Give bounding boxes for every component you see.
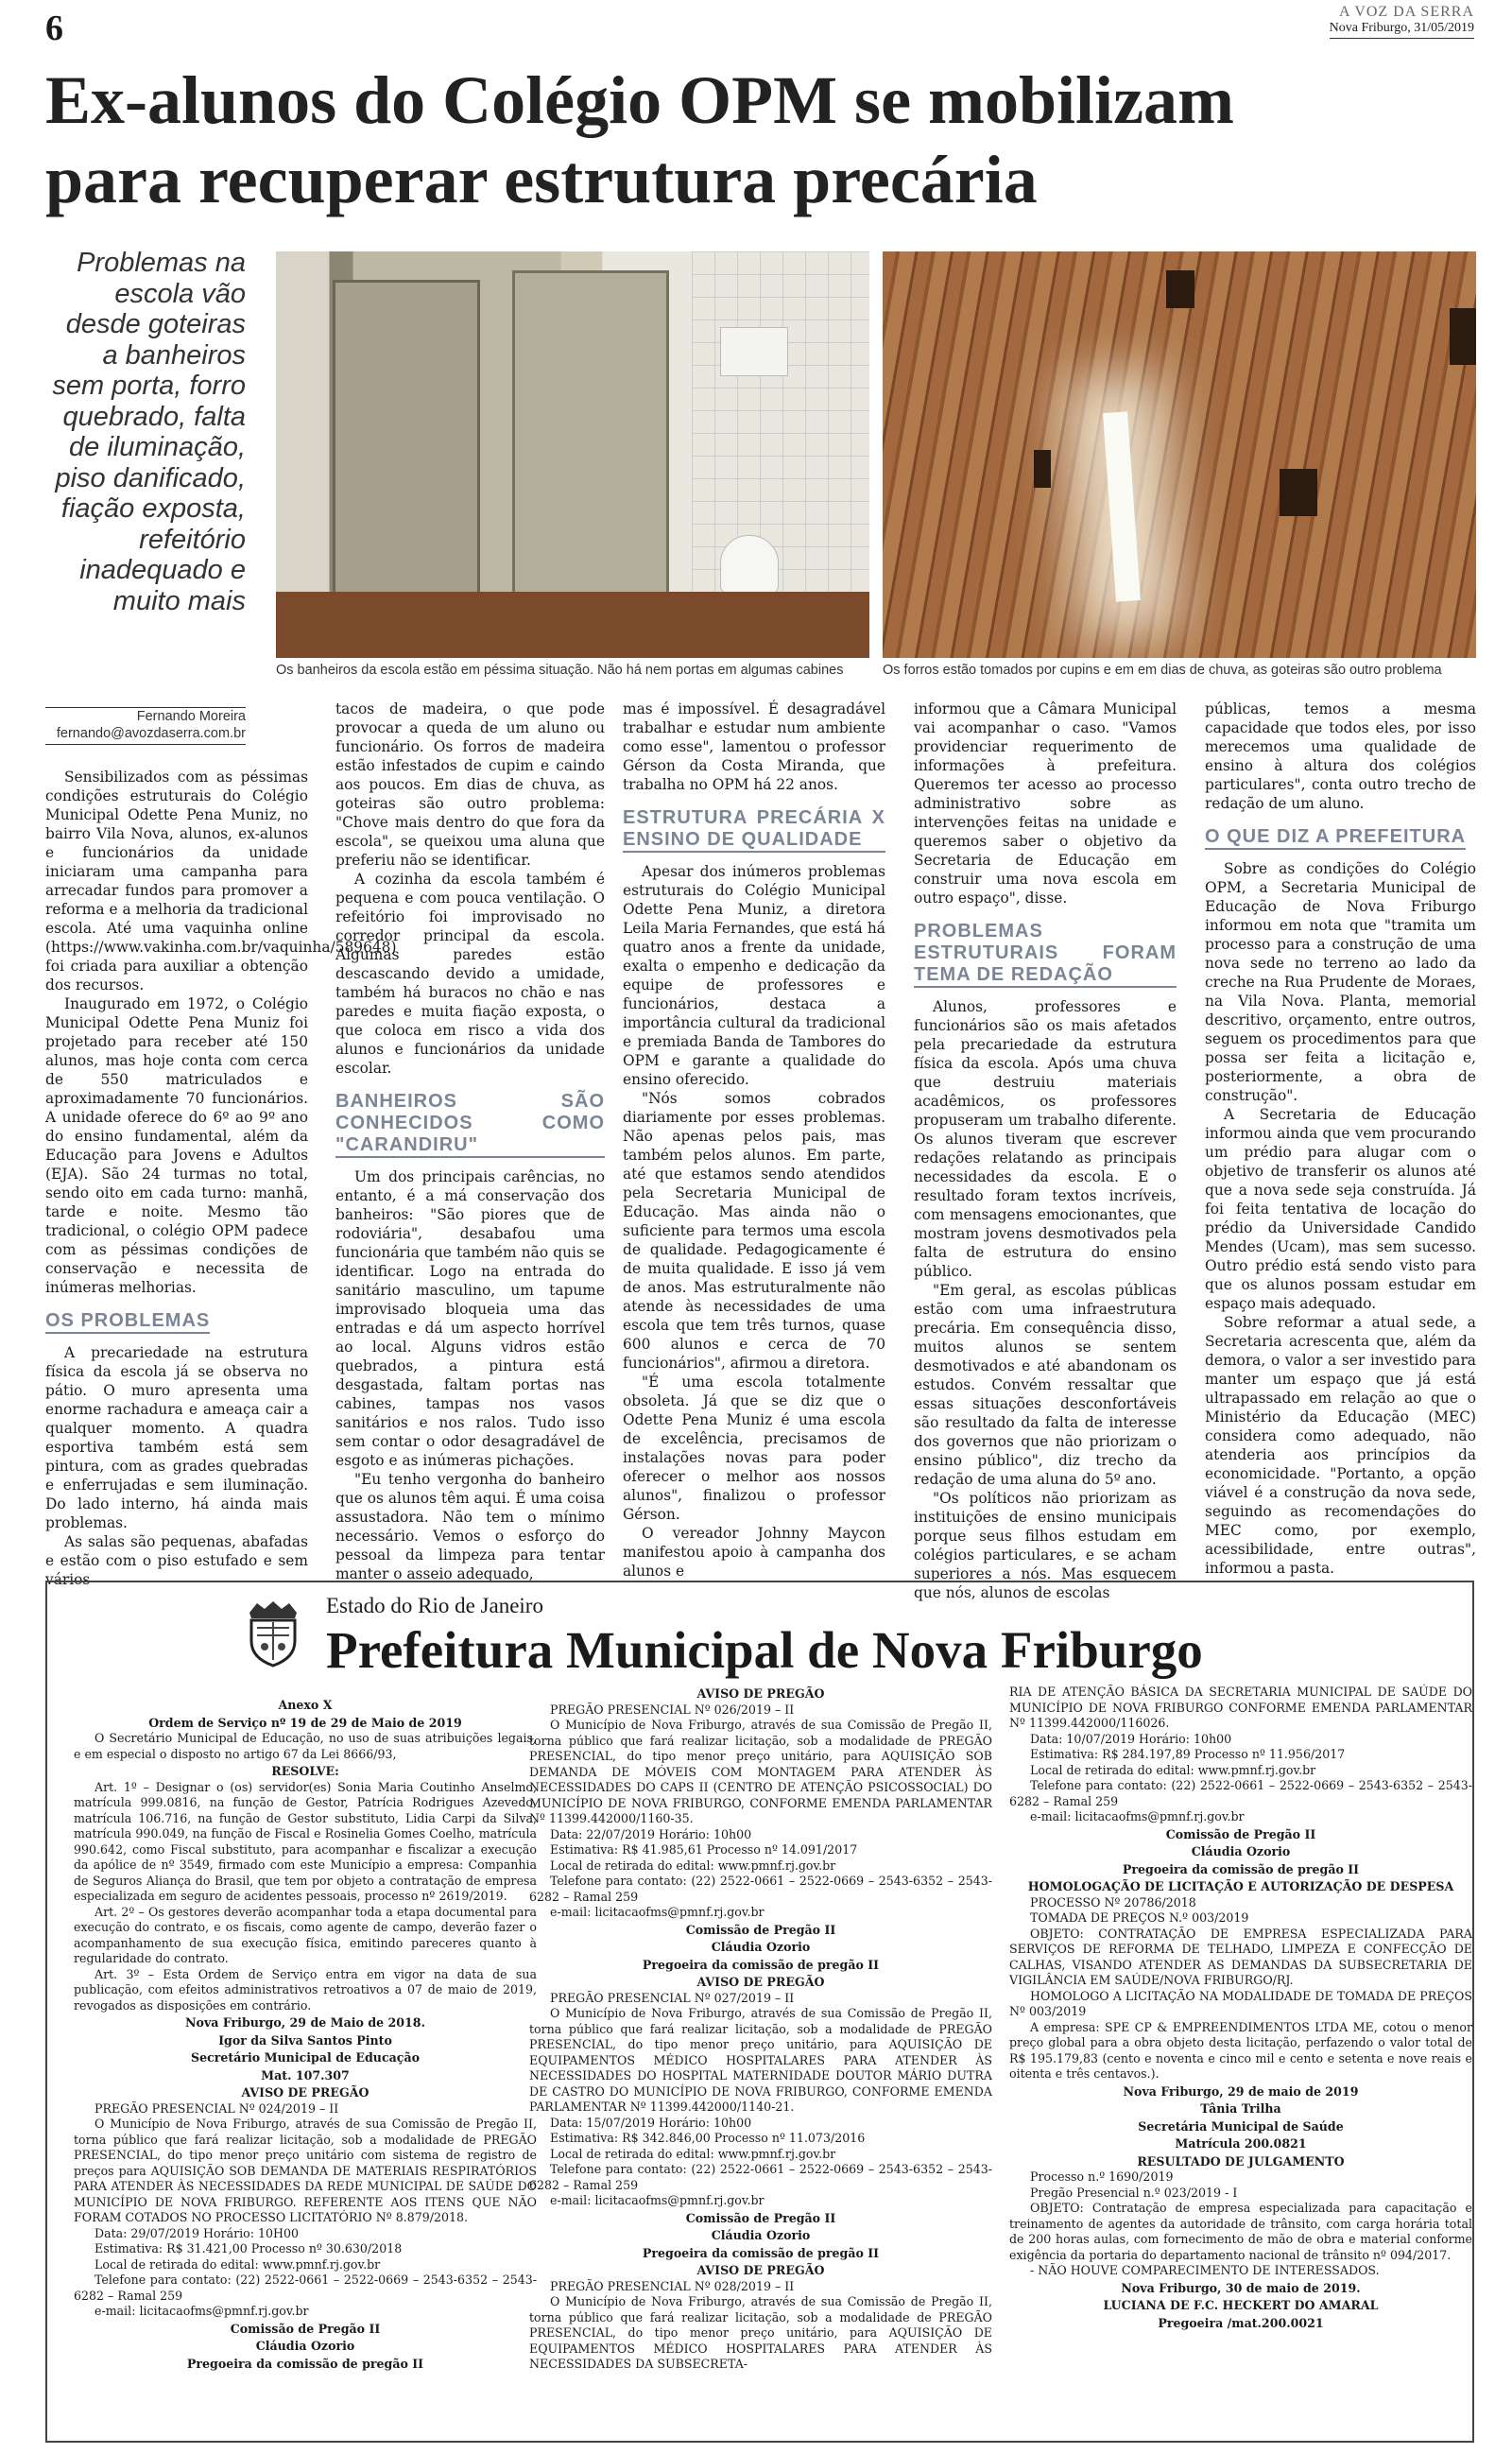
notice-heading: LUCIANA DE F.C. HECKERT DO AMARAL xyxy=(1103,2298,1379,2312)
byline xyxy=(45,705,246,745)
notice-paragraph: Local de retirada do edital: www.pmnf.rj.gov.br xyxy=(94,2256,381,2272)
article-column-3 xyxy=(623,700,885,1581)
paragraph: A cozinha da escola também é pequena e com pouca ventilação. O refeitório foi improvisado no corredor principal da escola. Algumas paredes estão descascando devido a umidade, também há buracos no chão e nas paredes e muita fiação exposta, o que coloca em risco a vida dos alunos e funcionários da unidade escolar. xyxy=(335,871,605,1077)
notice-paragraph: RIA DE ATENÇÃO BÁSICA DA SECRETARIA MUNICIPAL DE SAÚDE DO MUNICÍPIO DE NOVA FRIBURGO CONFORME EMENDA PARLAMENTAR Nº 11399.442000/116026. xyxy=(1009,1685,1472,1730)
masthead xyxy=(1330,4,1474,39)
notice-paragraph: e-mail: licitacaofms@pmnf.rj.gov.br xyxy=(1030,1809,1245,1823)
notice-paragraph: Telefone para contato: (22) 2522-0661 – 2522-0669 – 2543-6352 – 2543-6282 – Ramal 259 xyxy=(529,1874,992,1904)
notice-heading: Igor da Silva Santos Pinto xyxy=(218,2032,392,2048)
notice-heading: AVISO DE PREGÃO xyxy=(696,1686,825,1701)
author-email[interactable]: fernando@avozdaserra.com.br xyxy=(56,726,246,741)
notice-heading: Tânia Trilha xyxy=(1200,2101,1281,2116)
paragraph: Sobre reformar a atual sede, a Secretaria acrescenta que, além da demora, o valor a ser investido para manter um espaço que já está ultrapassado em relação ao que o Ministério da Educação (MEC) considera como adequado, não atenderia aos princípios da economicidade. "Portanto, a opção viável é a construção da nova sede, seguindo as recomendações do MEC como, por exemplo, acessibilidade, entre outras", informou a pasta. xyxy=(1205,1314,1476,1577)
notice-paragraph: Local de retirada do edital: www.pmnf.rj.gov.br xyxy=(550,2146,836,2161)
notice-heading: Mat. 107.307 xyxy=(261,2067,350,2082)
notice-paragraph: Data: 15/07/2019 Horário: 10h00 xyxy=(550,2115,752,2130)
article-column-1 xyxy=(45,768,397,1589)
paragraph: tacos de madeira, o que pode provocar a queda de um aluno ou funcionário. Os forros de madeira estão infestados de cupim e caindo aos poucos. Em dias de chuva, as goteiras são outro problema: "Chove mais dentro do que fora da escola", se queixou uma aluna que preferiu não se identificar. xyxy=(335,700,605,869)
notice-paragraph: Local de retirada do edital: www.pmnf.rj.gov.br xyxy=(1030,1762,1316,1777)
notice-heading: Cláudia Ozorio xyxy=(1191,1844,1291,1858)
subheading-structure: ESTRUTURA PRECÁRIA X ENSINO DE QUALIDADE xyxy=(623,807,885,853)
ceiling-hole xyxy=(1450,308,1476,365)
photo-caption-2: Os forros estão tomados por cupins e em em dias de chuva, as goteiras são outro problema xyxy=(883,663,1442,678)
notice-paragraph: O Município de Nova Friburgo, através de sua Comissão de Pregão II, torna público que fará realizar licitação, sob a modalidade de PREGÃO PRESENCIAL, do tipo menor preço unitário, para AQUISIÇÃO SOB DEMANDA DE MÓVEIS COM MONTAGEM PARA ATENDER ÀS NECESSIDADES DO CAPS II (CENTRO DE ATENÇÃO PSICOSSOCIAL) DO MUNICÍPIO DE NOVA FRIBURGO, CONFORME EMENDA PARLAMENTAR Nº 11399.442000/1160-35. xyxy=(529,1718,992,1825)
notice-paragraph: PREGÃO PRESENCIAL Nº 026/2019 – II xyxy=(550,1702,795,1717)
ceiling-hole xyxy=(1034,450,1051,488)
notice-paragraph: - NÃO HOUVE COMPARECIMENTO DE INTERESSADOS. xyxy=(1030,2263,1380,2277)
notice-heading: Comissão de Pregão II xyxy=(1165,1826,1316,1841)
paragraph: "Nós somos cobrados diariamente por esses problemas. Não apenas pelos pais, mas também pelos alunos. Em parte, até que estamos sendo atendidos pela Secretaria Municipal de Educação. Mas ainda não o suficiente para termos uma escola de qualidade. Pedagogicamente é de muita qualidade. E isso já vem de anos. Mas estruturalmente não atende às necessidades de uma escola que tem três turnos, quase 600 alunos e cerca de 70 funcionários", afirmou a diretora. xyxy=(623,1090,885,1372)
paragraph: "Em geral, as escolas públicas estão com uma infraestrutura precária. Em consequência disso, muitos alunos se sentem desmotivados e até abandonam os estudos. Convém ressaltar que essas situações desconfortáveis são resultado da falta de interesse dos governos que não priorizam o ensino público", diz trecho da redação de uma aluna do 5º ano. xyxy=(914,1282,1177,1488)
city-crest-icon xyxy=(244,1599,302,1668)
notice-paragraph: Art. 1º – Designar o (os) servidor(es) Sonia Maria Coutinho Anselmo, matrícula 999.0816, na função de Gestor, Patrícia Rodrigues Azevedo, matrícula 106.716, na função de Gestor substituto, Lidia Carpi da Silva, matrícula 990.049, na função de Fiscal e Rosinelia Gomes Coelho, matrícula 990.642, como Fiscal substituto, para acompanhar e fiscalizar a execução da apólice de nº 3549, firmado com este Município a empresa: Companhia de Seguros Aliança do Brasil, que tem por objeto a contratação de empresa especializada em seguro de acidentes pessoais, processo nº 2619/2019. xyxy=(74,1779,537,1903)
paragraph: As salas são pequenas, abafadas e estão com o piso estufado e sem vários xyxy=(45,1533,308,1588)
notice-heading: Anexo X xyxy=(278,1698,333,1712)
notice-paragraph: OBJETO: CONTRATAÇÃO DE EMPRESA ESPECIALIZADA PARA SERVIÇOS DE REFORMA DE TELHADO, LIMPEZA E CONFECÇÃO DE CALHAS, VISANDO ATENDER AS DEMANDAS DA SUBSECRETARIA DE VIGILÂNCIA EM SAÚDE/NOVA FRIBURGO/RJ. xyxy=(1009,1926,1472,1987)
notice-paragraph: O Município de Nova Friburgo, através de sua Comissão de Pregão II, torna público que fará realizar licitação, sob a modalidade de PREGÃO PRESENCIAL, do tipo menor preço unitário, para AQUISIÇÃO DE EQUIPAMENTOS MÉDICO HOSPITALARES PARA ATENDER ÀS NECESSIDADES DO HOSPITAL MATERNIDADE DOUTOR MÁRIO DUTRA DE CASTRO DO MUNICÍPIO DE NOVA FRIBURGO, CONFORME EMENDA PARLAMENTAR Nº 11399.442000/1140-21. xyxy=(529,2006,992,2114)
subheading-city-hall: O QUE DIZ A PREFEITURA xyxy=(1205,826,1466,850)
notice-paragraph: PREGÃO PRESENCIAL Nº 027/2019 – II xyxy=(550,1990,795,2005)
paragraph: mas é impossível. É desagradável trabalhar e estudar num ambiente como esse", lamentou o professor Gérson da Costa Miranda, que trabalha no OPM há 22 anos. xyxy=(623,700,885,793)
notice-heading: Pregoeira /mat.200.0021 xyxy=(1158,2315,1324,2330)
notice-heading: Nova Friburgo, 29 de Maio de 2018. xyxy=(185,2015,425,2030)
notice-paragraph: e-mail: licitacaofms@pmnf.rj.gov.br xyxy=(550,1905,765,1919)
page-number: 6 xyxy=(45,9,63,48)
notice-paragraph: Local de retirada do edital: www.pmnf.rj.gov.br xyxy=(550,1858,836,1873)
notice-heading: Comissão de Pregão II xyxy=(230,2321,381,2336)
paragraph: Sobre as condições do Colégio OPM, a Secretaria Municipal de Educação de Nova Friburgo informou em nota que "tramita um processo para a construção de uma nova sede no terreno ao lado da creche na Rua Prudente de Moraes, na Vila Nova. Planta, memorial descritivo, orçamento, entre outros, seguem os procedimentos para que possa ser feita a licitação e, posteriormente, a obra de construção". xyxy=(1205,860,1476,1104)
floor xyxy=(276,592,869,658)
subheading-essay: PROBLEMAS ESTRUTURAIS FORAM TEMA DE REDAÇÃO xyxy=(914,921,1177,988)
notice-paragraph: Art. 3º – Esta Ordem de Serviço entra em vigor na data de sua publicação, com efeitos administrativos retroativos a 07 de maio de 2019, revogados as disposições em contrário. xyxy=(74,1966,537,2013)
article-column-4 xyxy=(914,700,1177,1602)
paragraph: "É uma escola totalmente obsoleta. Já que se diz que o Odette Pena Muniz é uma escola de excelência, precisamos de instalações novas para poder oferecer o melhor aos nossos alunos", finalizou o professor Gérson. xyxy=(623,1374,885,1523)
notice-paragraph: Telefone para contato: (22) 2522-0661 – 2522-0669 – 2543-6352 – 2543-6282 – Ramal 259 xyxy=(74,2273,537,2303)
paragraph: Sensibilizados com as péssimas condições estruturais do Colégio Municipal Odette Pena Muniz, no bairro Vila Nova, alunos, ex-alunos e funcionários da unidade iniciaram uma campanha para arrecadar fundos para promover a reforma e a melhoria da tradicional escola. Até uma vaquinha online (https://www.vakinha.com.br/vaquinha/589648) foi criada para auxiliar a obtenção dos recursos. xyxy=(45,769,397,994)
paragraph: Apesar dos inúmeros problemas estruturais do Colégio Municipal Odette Pena Muniz, a diretora Leila Maria Fernandes, que está há quatro anos a frente da unidade, exalta o empenho e dedicação da equipe de professores e funcionários, destaca a importância cultural da tradicional e premiada Banda de Tambores do OPM e garante a qualidade do ensino oferecido. xyxy=(623,863,885,1088)
notice-paragraph: Data: 29/07/2019 Horário: 10H00 xyxy=(94,2225,300,2240)
notice-heading: Matrícula 200.0821 xyxy=(1175,2136,1307,2151)
notice-heading: Comissão de Pregão II xyxy=(685,2210,836,2225)
tile-wall xyxy=(692,251,869,592)
notice-heading: HOMOLOGAÇÃO DE LICITAÇÃO E AUTORIZAÇÃO DE DESPESA xyxy=(1027,1879,1454,1893)
notice-heading: AVISO DE PREGÃO xyxy=(696,2263,825,2277)
paragraph: Um dos principais carências, no entanto, é a má conservação dos banheiros: "São piores que de rodoviária", desabafou uma funcionária que também não quis se identificar. Logo na entrada do sanitário masculino, um tapume improvisado bloqueia uma das entradas e dá um aspecto horrível ao local. Alguns vidros estão quebrados, a pintura está desgastada, faltam portas nas cabines, tampas nos vasos sanitários e nos ralos. Tudo isso sem contar o odor desagradável de esgoto e as inúmeras pichações. xyxy=(335,1168,605,1469)
newspaper-name: A VOZ DA SERRA xyxy=(1338,4,1474,20)
edition-date: Nova Friburgo, 31/05/2019 xyxy=(1330,21,1474,39)
notice-paragraph: Data: 10/07/2019 Horário: 10h00 xyxy=(1030,1731,1232,1746)
dek: Problemas na escola vão desde goteiras a banheiros sem porta, forro quebrado, falta de iluminação, piso danificado, fiação exposta, refeitório inadequado e muito mais xyxy=(52,248,246,616)
subheading-bathrooms: BANHEIROS SÃO CONHECIDOS COMO "CARANDIRU" xyxy=(335,1091,605,1158)
notice-paragraph: Telefone para contato: (22) 2522-0661 – 2522-0669 – 2543-6352 – 2543-6282 – Ramal 259 xyxy=(1009,1778,1472,1808)
fluorescent-lamp xyxy=(1103,411,1141,601)
notice-paragraph: Art. 2º – Os gestores deverão acompanhar toda a etapa documental para execução do contrato, e os fiscais, como agente de campo, deverão fazer o acompanhamento de sua execução física, emitindo pareceres quanto à regularidade do contrato. xyxy=(74,1904,537,1965)
notice-heading: AVISO DE PREGÃO xyxy=(241,2085,369,2100)
notice-heading: Pregoeira da comissão de pregão II xyxy=(1122,1861,1360,1876)
article-column-2 xyxy=(335,700,605,1583)
paragraph: A precariedade na estrutura física da escola já se observa no pátio. O muro apresenta uma enorme rachadura e ameaça cair a qualquer momento. A quadra esportiva também está sem pintura, com as grades quebradas e enferrujadas e sem iluminação. Do lado interno, há ainda mais problemas. xyxy=(45,1344,308,1531)
notice-heading: Nova Friburgo, 29 de maio de 2019 xyxy=(1123,2083,1359,2099)
legal-notice-column-1 xyxy=(74,1696,537,2372)
notice-paragraph: O Município de Nova Friburgo, através de sua Comissão de Pregão II, torna público que fará realizar licitação, sob a modalidade de PREGÃO PRESENCIAL, do tipo menor preço unitário com sistema de registro de preços para AQUISIÇÃO SOB DEMANDA DE MATERIAIS RESPIRATÓRIOS PARA ATENDER ÀS NECESSIDADES DA REDE MUNICIPAL DE SAÚDE DO MUNICÍPIO DE NOVA FRIBURGO. REFERENTE AOS ITENS QUE NÃO FORAM COTADOS NO PROCESSO LICITATÓRIO Nº 8.879/2018. xyxy=(74,2117,537,2224)
ad-state-name: Estado do Rio de Janeiro xyxy=(326,1594,543,1617)
notice-paragraph: PROCESSO Nº 20786/2018 xyxy=(1030,1894,1196,1910)
notice-heading: Cláudia Ozorio xyxy=(255,2339,355,2353)
ceiling-hole xyxy=(1166,270,1194,308)
notice-paragraph: Estimativa: R$ 342.846,00 Processo nº 11.073/2016 xyxy=(550,2131,866,2145)
notice-paragraph: O Município de Nova Friburgo, através de sua Comissão de Pregão II, torna público que fará realizar licitação, sob a modalidade de PREGÃO PRESENCIAL, do tipo menor preço unitário, para AQUISIÇÃO DE EQUIPAMENTOS MÉDICO HOSPITALARES PARA ATENDER ÀS NECESSIDADES DA SUBSECRETA- xyxy=(529,2294,992,2371)
toilet-tank xyxy=(720,327,788,376)
headline-line-2: para recuperar estrutura precária xyxy=(45,142,1038,217)
notice-paragraph: A empresa: SPE CP & EMPREENDIMENTOS LTDA ME, cotou o menor preço global para a obra objeto desta licitação, perfazendo o valor total de R$ 195.179,83 (cento e noventa e cinco mil e cento e setenta e nove reais e oitenta e três centavos.). xyxy=(1009,2019,1472,2081)
notice-heading: AVISO DE PREGÃO xyxy=(696,1975,825,1989)
notice-paragraph: Estimativa: R$ 284.197,89 Processo nº 11.956/2017 xyxy=(1030,1747,1346,1761)
notice-paragraph: Pregão Presencial n.º 023/2019 - I xyxy=(1030,2185,1238,2200)
paragraph: "Os políticos não priorizam as instituições de ensino municipais porque seus filhos estudam em colégios particulares, e se acham superiores a nós. Mas esquecem que nós, alunos de escolas xyxy=(914,1490,1177,1601)
notice-heading: Ordem de Serviço nº 19 de 29 de Maio de 2019 xyxy=(148,1715,462,1730)
headline xyxy=(45,60,1472,219)
notice-paragraph: e-mail: licitacaofms@pmnf.rj.gov.br xyxy=(94,2304,309,2318)
notice-heading: Nova Friburgo, 30 de maio de 2019. xyxy=(1121,2280,1361,2295)
notice-paragraph: Processo n.º 1690/2019 xyxy=(1030,2169,1174,2184)
legal-notice-column-3 xyxy=(1009,1685,1472,2331)
paragraph: informou que a Câmara Municipal vai acompanhar o caso. "Vamos providenciar requerimento de informações à prefeitura. Queremos ter acesso ao processo administrativo sobre as intervenções feitas na unidade e queremos saber o objetivo da Secretaria de Educação em construir uma nova escola em outro espaço", disse. xyxy=(914,700,1177,907)
notice-paragraph: OBJETO: Contratação de empresa especializada para capacitação e treinamento de agentes da autoridade de trânsito, com carga horária total de 200 horas aulas, com fornecimento de mão de obra e material conforme exigência da portaria do departamento nacional de trânsito nº 094/2017. xyxy=(1009,2201,1472,2262)
notice-heading: Cláudia Ozorio xyxy=(711,2228,811,2242)
notice-paragraph: Telefone para contato: (22) 2522-0661 – 2522-0669 – 2543-6352 – 2543-6282 – Ramal 259 xyxy=(529,2162,992,2192)
paragraph: Alunos, professores e funcionários são os mais afetados pela precariedade da estrutura física da escola. Após uma chuva que destruiu materiais acadêmicos, os professores propuseram um trabalho diferente. Os alunos tiveram que escrever redações relatando as principais necessidades da escola. E o resultado foram textos incríveis, com mensagens emocionantes, que mostram jovens desmotivados pela falta de estrutura do ensino público. xyxy=(914,998,1177,1280)
ceiling-hole xyxy=(1280,469,1317,516)
notice-heading: Secretário Municipal de Educação xyxy=(190,2050,421,2065)
notice-paragraph: e-mail: licitacaofms@pmnf.rj.gov.br xyxy=(550,2193,765,2207)
author-name: Fernando Moreira xyxy=(136,709,246,724)
legal-notice-column-2 xyxy=(529,1685,992,2373)
notice-heading: Pregoeira da comissão de pregão II xyxy=(642,1957,880,1972)
notice-paragraph: Estimativa: R$ 31.421,00 Processo nº 30.630/2018 xyxy=(94,2241,403,2255)
notice-paragraph: O Secretário Municipal de Educação, no uso de suas atribuições legais, e em especial o disposto no artigo 67 da Lei 8666/93, xyxy=(74,1731,537,1761)
headline-line-1: Ex-alunos do Colégio OPM se mobilizam xyxy=(45,62,1234,138)
paragraph: O vereador Johnny Maycon manifestou apoio à campanha dos alunos e xyxy=(623,1525,885,1580)
ad-title: Prefeitura Municipal de Nova Friburgo xyxy=(326,1621,1203,1679)
paragraph: "Eu tenho vergonha do banheiro que os alunos têm aqui. É uma coisa assustadora. Não tem o mínimo necessário. Vemos o esforço do pessoal da limpeza para tentar manter o asseio adequado, xyxy=(335,1471,605,1582)
notice-heading: RESOLVE: xyxy=(271,1764,339,1778)
notice-heading: Pregoeira da comissão de pregão II xyxy=(186,2356,424,2371)
article-column-5 xyxy=(1205,700,1476,1578)
notice-heading: Pregoeira da comissão de pregão II xyxy=(642,2245,880,2260)
notice-paragraph: Data: 22/07/2019 Horário: 10h00 xyxy=(550,1826,752,1841)
paragraph: públicas, temos a mesma capacidade que todos eles, por isso merecemos uma qualidade de ensino à altura dos colégios particulares", conta outro trecho de redação de um aluno. xyxy=(1205,700,1476,812)
notice-heading: Secretária Municipal de Saúde xyxy=(1138,2118,1344,2134)
photo-bathroom xyxy=(276,251,869,658)
photo-ceiling xyxy=(883,251,1476,658)
subheading-problems: OS PROBLEMAS xyxy=(45,1310,210,1334)
notice-heading: Comissão de Pregão II xyxy=(685,1922,836,1937)
notice-heading: Cláudia Ozorio xyxy=(711,1940,811,1954)
photo-caption-1: Os banheiros da escola estão em péssima situação. Não há nem portas em algumas cabines xyxy=(276,663,844,678)
notice-paragraph: TOMADA DE PREÇOS N.º 003/2019 xyxy=(1030,1910,1249,1925)
notice-heading: RESULTADO DE JULGAMENTO xyxy=(1137,2153,1345,2169)
notice-paragraph: PREGÃO PRESENCIAL Nº 024/2019 – II xyxy=(94,2100,339,2116)
notice-paragraph: PREGÃO PRESENCIAL Nº 028/2019 – II xyxy=(550,2278,795,2293)
paragraph: A Secretaria de Educação informou ainda que vem procurando um prédio para alugar com o objetivo de transferir os alunos até que a nova sede seja construída. Já foi feita tentativa de locação do prédio da Universidade Candido Mendes (Ucam), mas sem sucesso. Outro prédio está sendo visto para que os alunos possam estudar em espaço mais adequado. xyxy=(1205,1106,1476,1312)
notice-paragraph: Estimativa: R$ 41.985,61 Processo nº 14.091/2017 xyxy=(550,1842,858,1857)
notice-paragraph: HOMOLOGO A LICITAÇÃO NA MODALIDADE DE TOMADA DE PREÇOS Nº 003/2019 xyxy=(1009,1988,1472,2018)
paragraph: Inaugurado em 1972, o Colégio Municipal Odette Pena Muniz foi projetado para receber até 150 alunos, mas hoje conta com cerca de 550 matriculados e aproximadamente 70 funcionários. A unidade oferece do 6º ao 9º ano do ensino fundamental, além da Educação para Jovens e Adultos (EJA). São 24 turmas no total, sendo oito em cada turno: manhã, tarde e noite. Mesmo tão tradicional, o colégio OPM padece com as péssimas condições de conservação e necessita de inúmeras melhorias. xyxy=(45,995,308,1296)
toilet xyxy=(720,535,779,594)
